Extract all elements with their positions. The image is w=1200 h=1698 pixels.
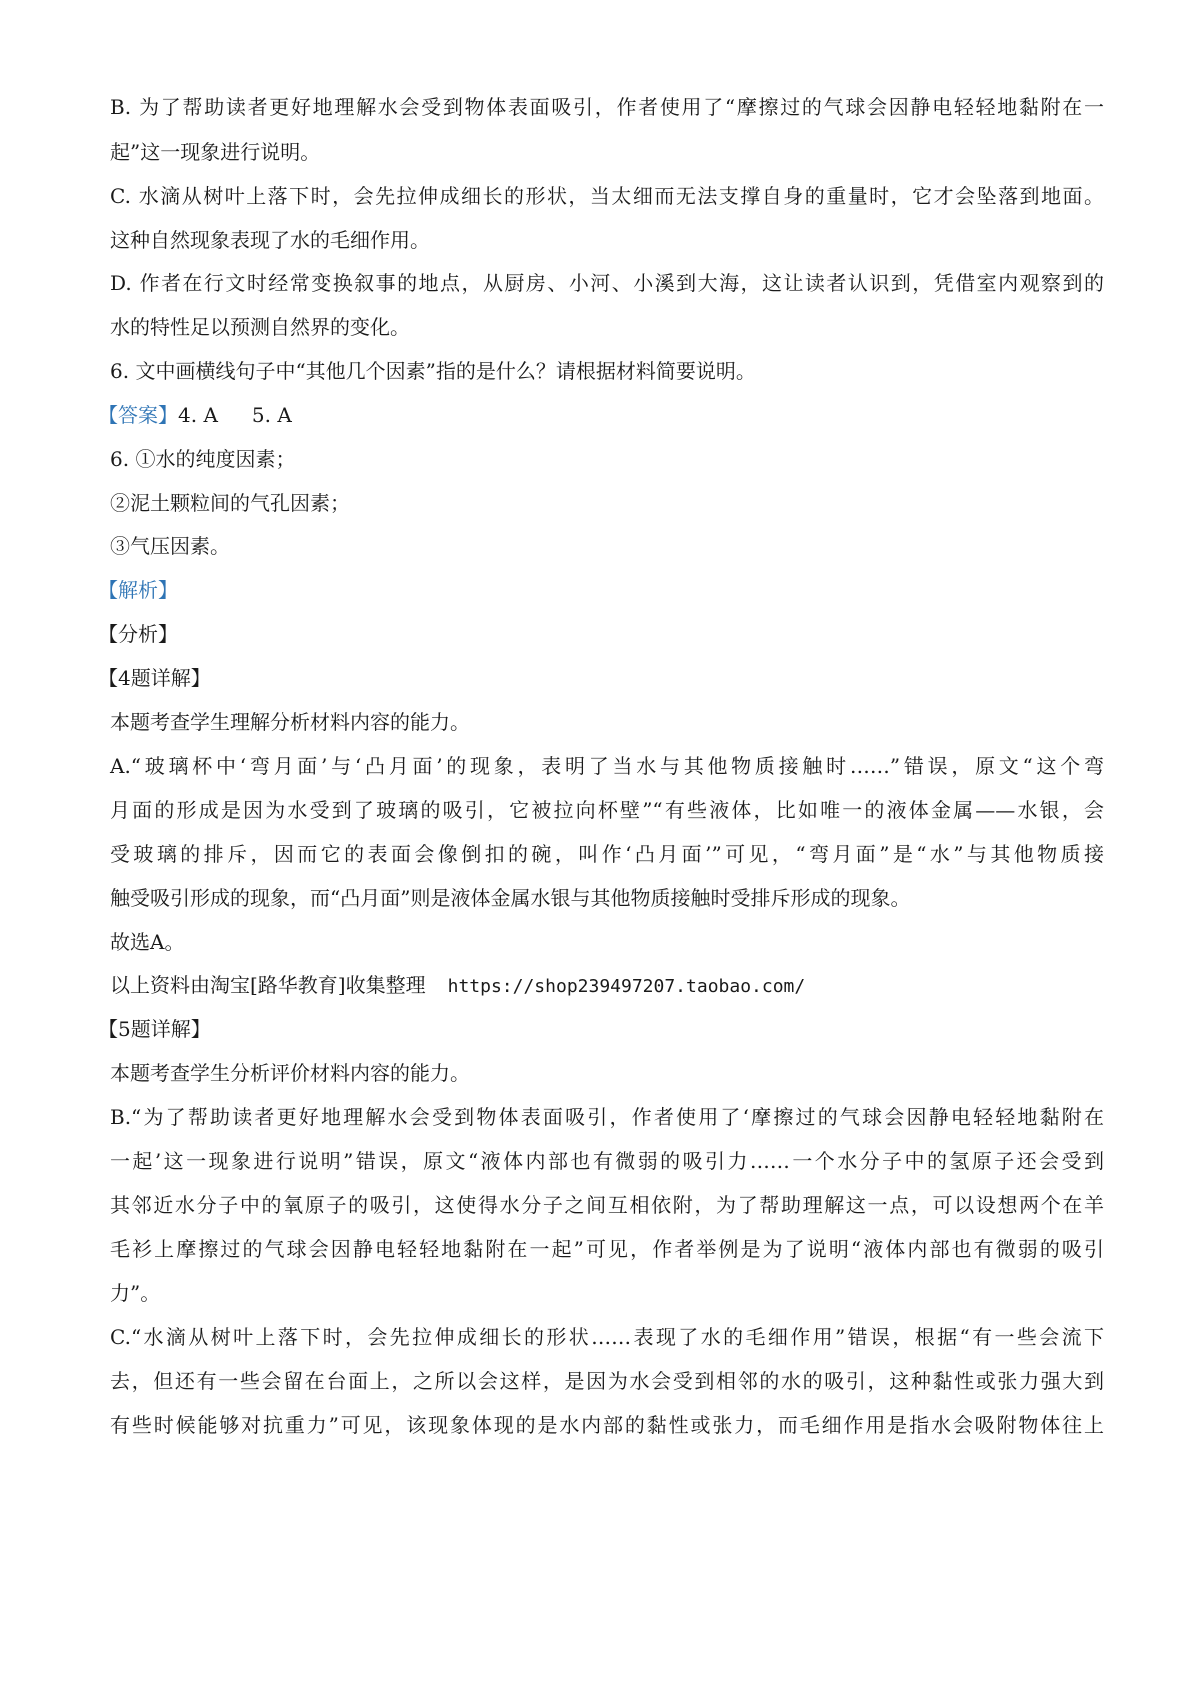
option-d-line-1: D. 作者在行文时经常变换叙事的地点，从厨房、小河、小溪到大海，这让读者认识到，凭借室内观察到的 [110,271,1104,295]
q4-analysis-line-2: 月面的形成是因为水受到了玻璃的吸引，它被拉向杯壁”“有些液体，比如唯一的液体金属——水银，会 [110,798,1104,822]
option-c-line-1: C. 水滴从树叶上落下时，会先拉伸成细长的形状，当太细而无法支撑自身的重量时，它才会坠落到地面。 [110,184,1104,208]
source-text: 以上资料由淘宝[路华教育]收集整理 [110,973,426,997]
q5-b-line-3: 其邻近水分子中的氧原子的吸引，这使得水分子之间互相依附，为了帮助理解这一点，可以设想两个在羊 [110,1193,1104,1217]
q4-detail-heading: 【4题详解】 [98,666,211,690]
jiexi-heading: 【解析】 [98,578,178,602]
q4-analysis-line-1: A.“玻璃杯中‘弯月面’与‘凸月面’的现象，表明了当水与其他物质接触时……”错误，原文“这个弯 [110,754,1104,778]
q4-intro: 本题考查学生理解分析材料内容的能力。 [110,710,470,734]
option-b-line-1: B. 为了帮助读者更好地理解水会受到物体表面吸引，作者使用了“摩擦过的气球会因静电轻轻地黏附在一 [110,95,1104,119]
fenxi-heading: 【分析】 [98,622,178,646]
q5-b-line-1: B.“为了帮助读者更好地理解水会受到物体表面吸引，作者使用了‘摩擦过的气球会因静电轻轻地黏附在 [110,1105,1104,1129]
q5-detail-heading: 【5题详解】 [98,1017,211,1041]
answer-line [98,400,1104,430]
q5-b-line-2: 一起’这一现象进行说明”错误，原文“液体内部也有微弱的吸引力……一个水分子中的氢原子还会受到 [110,1149,1104,1173]
option-b-line-2: 起”这一现象进行说明。 [110,140,321,164]
q4-choose: 故选A。 [110,930,185,954]
answer-6-line-3: ③气压因素。 [110,534,230,558]
q4-analysis-line-4: 触受吸引形成的现象，而“凸月面”则是液体金属水银与其他物质接触时受排斥形成的现象。 [110,886,911,910]
q5-c-line-2: 去，但还有一些会留在台面上，之所以会这样，是因为水会受到相邻的水的吸引，这种黏性或张力强大到 [110,1369,1104,1393]
answer-4: 4. A [178,403,218,427]
answer-label: 【答案】 [98,403,178,427]
q5-c-line-3: 有些时候能够对抗重力”可见，该现象体现的是水内部的黏性或张力，而毛细作用是指水会吸附物体往上 [110,1413,1104,1437]
q4-analysis-line-3: 受玻璃的排斥，因而它的表面会像倒扣的碗，叫作‘凸月面’”可见，“弯月面”是“水”与其他物质接 [110,842,1104,866]
answer-5: 5. A [251,403,292,427]
question-6: 6. 文中画横线句子中“其他几个因素”指的是什么？请根据材料简要说明。 [110,359,756,383]
q5-c-line-1: C.“水滴从树叶上落下时，会先拉伸成细长的形状……表现了水的毛细作用”错误，根据“有一些会流下 [110,1325,1104,1349]
source-url[interactable]: https://shop239497207.taobao.com/ [447,976,806,997]
answer-6-line-2: ②泥土颗粒间的气孔因素； [110,491,350,515]
option-d-line-2: 水的特性足以预测自然界的变化。 [110,315,410,339]
q5-b-line-4: 毛衫上摩擦过的气球会因静电轻轻地黏附在一起”可见，作者举例是为了说明“液体内部也有微弱的吸引 [110,1237,1104,1261]
q5-b-line-5: 力”。 [110,1281,161,1305]
option-c-line-2: 这种自然现象表现了水的毛细作用。 [110,228,430,252]
q5-intro: 本题考查学生分析评价材料内容的能力。 [110,1061,470,1085]
answer-6-line-1: 6. ①水的纯度因素； [110,447,296,471]
source-line [110,970,1104,1000]
